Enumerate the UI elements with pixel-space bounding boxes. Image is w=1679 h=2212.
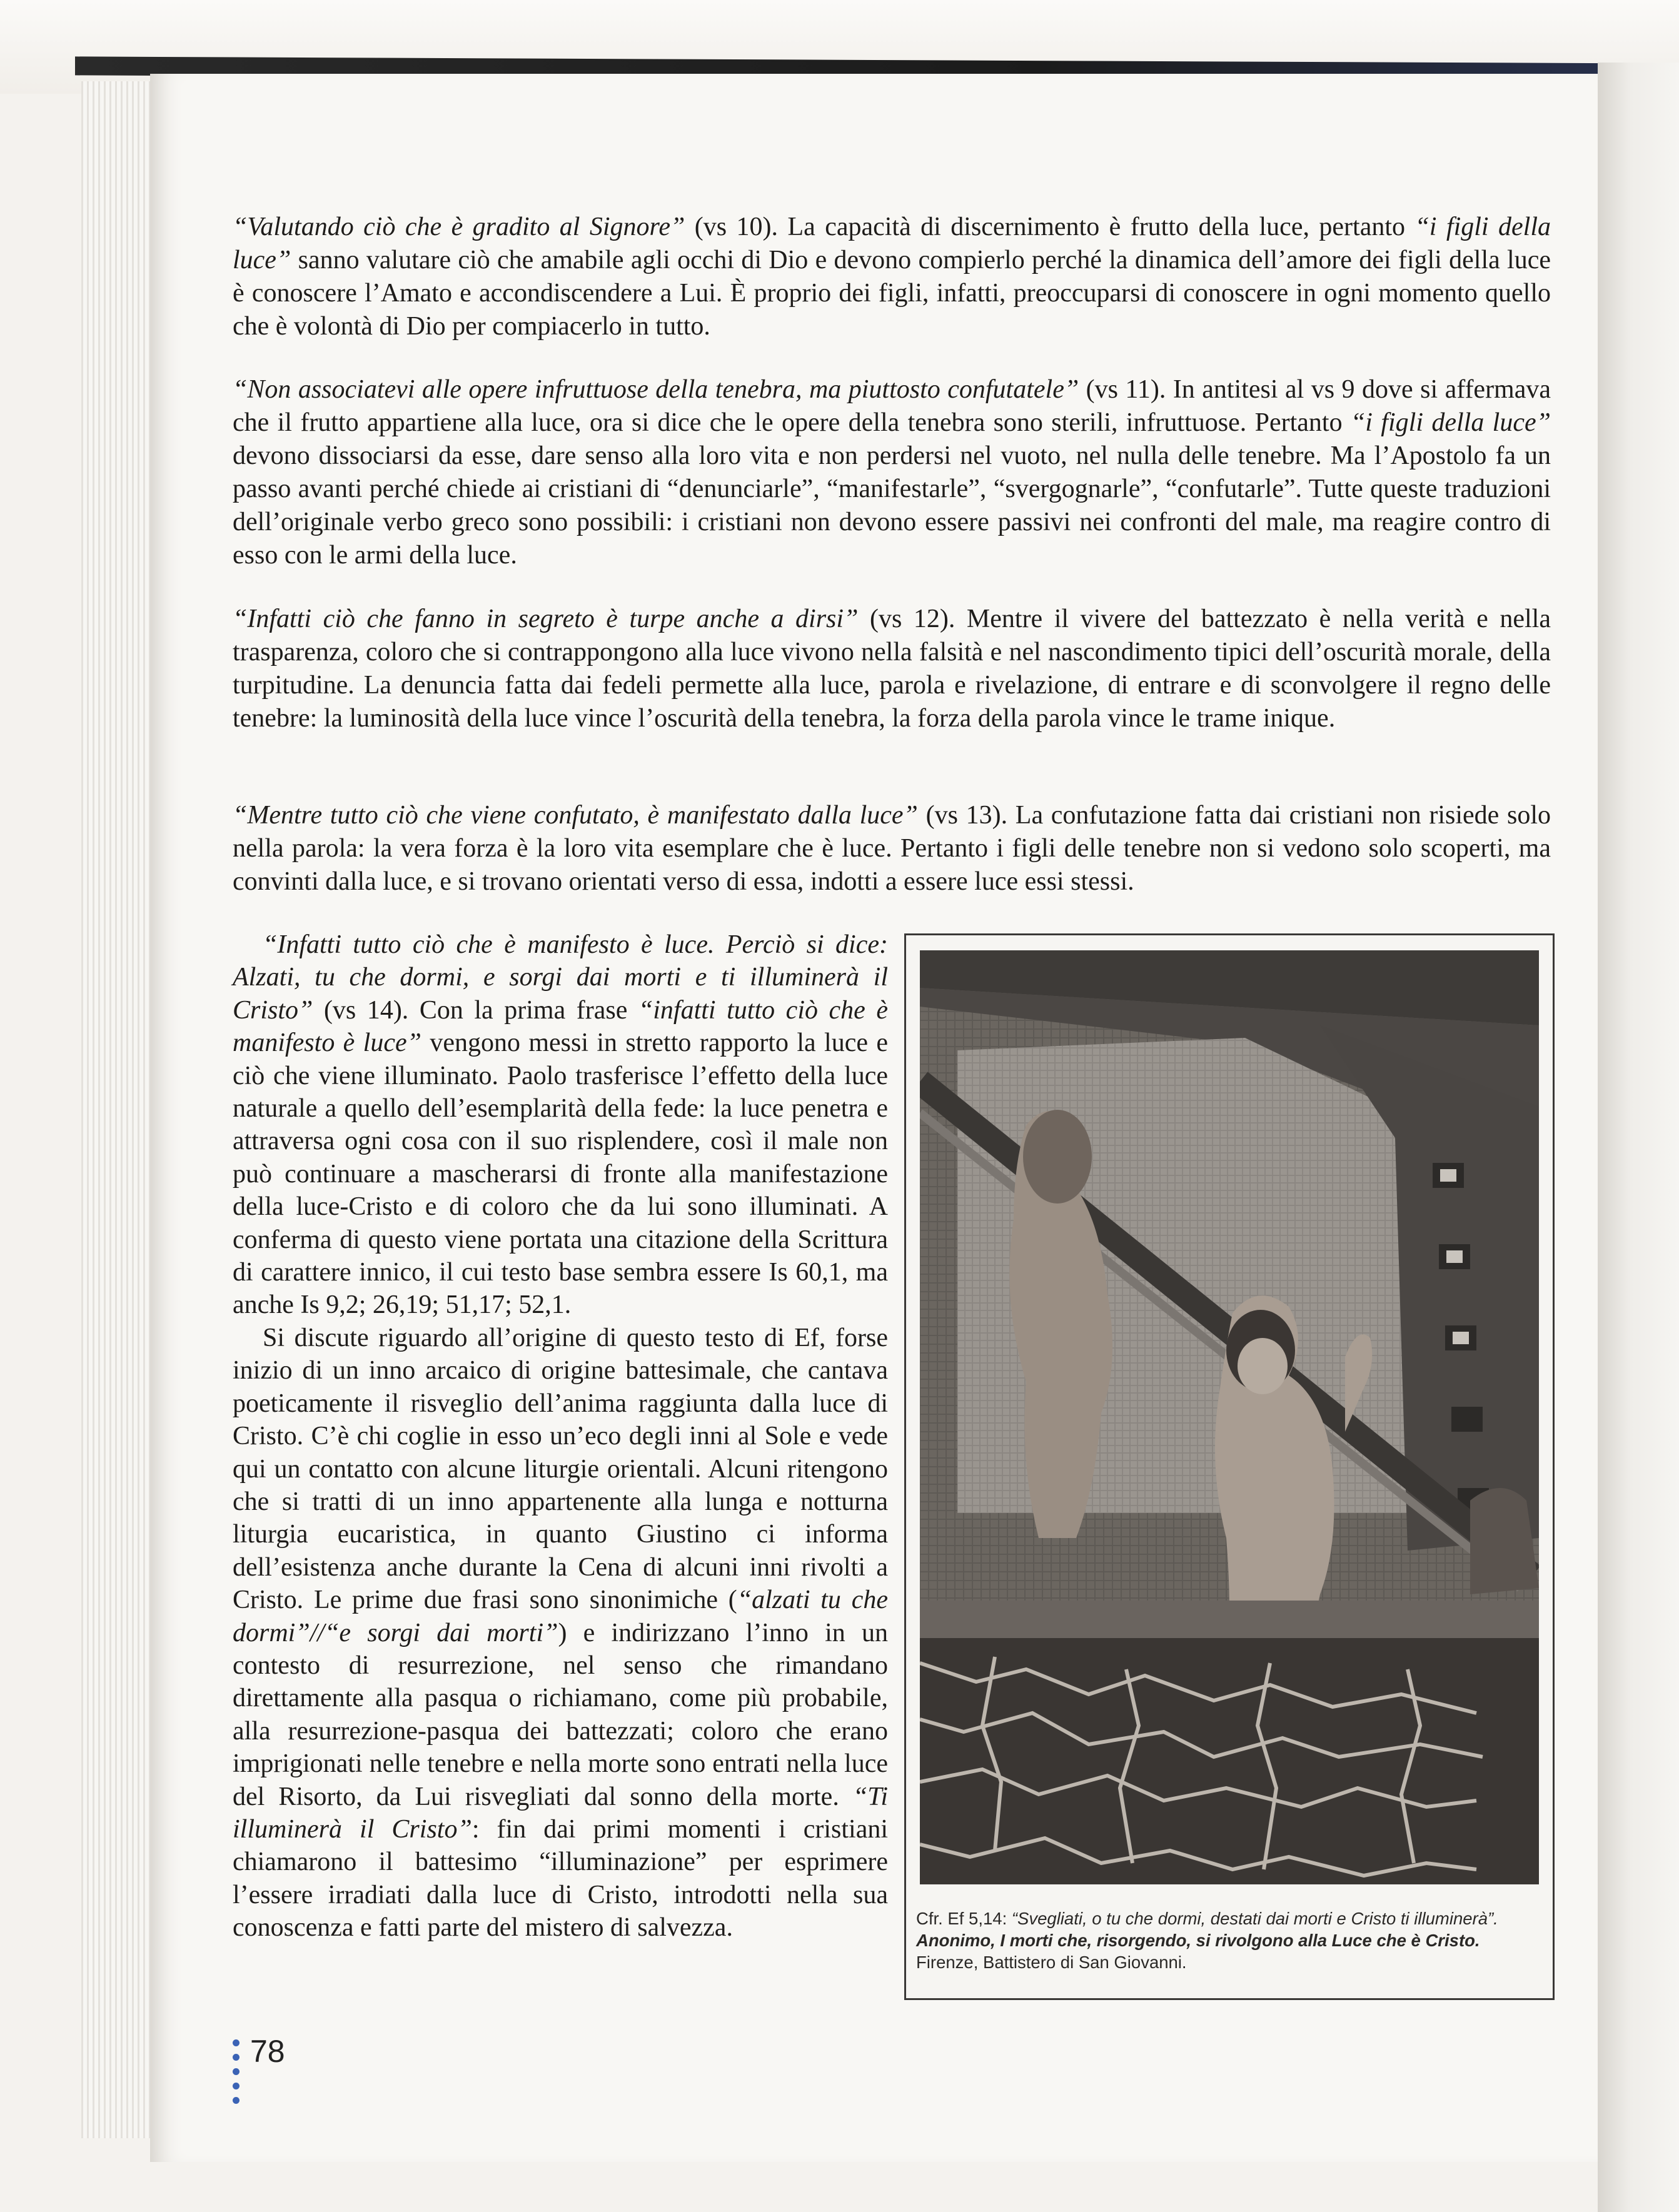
text: (vs 12). Mentre il vivere del battezzato è nella verità e nella trasparenza, coloro che si contrappongono alla luce vivono nella falsità e nel nascondimento tipici dell’oscurità morale, della turpitudine. La denuncia fatta dai fedeli permette alla luce, parola e rivelazione, di entrare e di sconvolgere il regno delle tenebre: la luminosità della luce vince l’oscurità della tenebra, la forza della parola vince le trame inique. — [233, 605, 1551, 733]
mosaic-image — [920, 950, 1539, 1884]
text: : fin dai primi momenti i cristiani chiamarono il battesimo “illuminazione” per esprimere l’essere irradiati dalla luce di Cristo, introdotti nella sua conoscenza e fatti parte del mistero di salvezza. — [233, 1814, 889, 1943]
paragraph-vs12 — [233, 603, 1551, 735]
caption-title: Anonimo, I morti che, risorgendo, si rivolgono alla Luce che è Cristo. — [916, 1931, 1480, 1950]
text: (vs 14). Con la prima frase — [313, 995, 638, 1025]
paragraph-vs13 — [233, 799, 1551, 898]
quote: “alzati tu che dormi”//“e sorgi dai morti” — [233, 1586, 888, 1647]
text: (vs 13). La confutazione fatta dai cristiani non risiede solo nella parola: la vera forza è la loro vita esemplare che è luce. Pertanto i figli delle tenebre non si vedono solo scoperti, ma convinti dalla luce, e si trovano orientati verso di essa, indotti a essere luce essi stessi. — [233, 801, 1551, 896]
page-number: 78 — [250, 2034, 285, 2069]
quote: “i figli della luce” — [1350, 408, 1551, 437]
quote: “Ti illuminerà il Cristo” — [233, 1782, 888, 1844]
quote: “i figli della luce” — [233, 213, 1551, 274]
text: vengono messi in stretto rapporto la luce e ciò che viene illuminato. Paolo trasferisce l’effetto della luce naturale a quello dell’esemplarità della fede: la luce penetra e attraversa ogni cosa con il suo risplendere, così il male non può continuare a mascherarsi di fronte alla manifestazione della luce-Cristo e di coloro che da lui sono illuminati. A conferma di questo viene portata una citazione della Scrittura di carattere innico, il cui testo base sembra essere Is 60,1, ma anche Is 9,2; 26,19; 51,17; 52,1. — [233, 1028, 888, 1320]
figure-caption — [916, 1908, 1544, 1973]
text: ) e indirizzano l’inno in un contesto di resurrezione, nel senso che rimandano direttamente alla pasqua o richiamano, come più probabile, alla resurrezione-pasqua dei battezzati; coloro che erano imprigionati nelle tenebre e nella morte sono entrati nella luce del Risorto, da Lui risvegliati dal sonno della morte. — [233, 1618, 888, 1811]
caption-prefix: Cfr. Ef 5,14: — [916, 1909, 1012, 1928]
text: Si discute riguardo all’origine di questo testo di Ef, forse inizio di un inno arcaico di origine battesimale, che cantava poeticamente il risveglio dell’anima raggiunta dalla luce di Cristo. C’è chi coglie in esso un’eco degli inni al Sole e vede qui un contatto con alcune liturgie orientali. Alcuni ritengono che si tratti di un inno appartenente alla lunga e notturna liturgia eucaristica, in quanto Giustino ci informa dell’esistenza anche durante la Cena di alcuni inni rivolti a Cristo. Le prime due frasi sono sinonimiche ( — [233, 1323, 888, 1615]
facing-page-edge — [1598, 63, 1679, 2212]
page-number-dots — [233, 2039, 241, 2111]
text: (vs 11). In antitesi al vs 9 dove si affermava che il frutto appartiene alla luce, ora si dice che le opere della tenebra sono sterili, infruttuose. Pertanto — [233, 375, 1551, 437]
paragraph-vs14 — [233, 928, 888, 1322]
quote: “Infatti tutto ciò che è manifesto è luce. Perciò si dice: Alzati, tu che dormi, e sorgi dai morti e ti illuminerà il Cristo” — [233, 930, 888, 1025]
quote: “Valutando ciò che è gradito al Signore” — [233, 213, 685, 241]
mosaic-figure — [904, 933, 1555, 2000]
caption-quote: “Svegliati, o tu che dormi, destati dai morti e Cristo ti illuminerà”. — [1011, 1909, 1498, 1928]
text: sanno valutare ciò che amabile agli occhi di Dio e devono compierlo perché la dinamica dell’amore dei figli della luce è conoscere l’Amato e accondiscendere a Lui. È proprio dei figli, infatti, preoccuparsi di conoscere in ogni momento quello che è volontà di Dio per compiacerlo in tutto. — [233, 246, 1551, 341]
paragraph-vs11 — [233, 373, 1551, 572]
quote: “Infatti ciò che fanno in segreto è turpe anche a dirsi” — [233, 605, 859, 633]
quote: “Mentre tutto ciò che viene confutato, è manifestato dalla luce” — [233, 801, 918, 830]
paragraph-origin — [233, 1322, 888, 1944]
quote: “infatti tutto ciò che è manifesto è luce” — [233, 995, 888, 1058]
paragraph-vs10 — [233, 211, 1551, 343]
caption-place: Firenze, Battistero di San Giovanni. — [916, 1953, 1187, 1972]
quote: “Non associatevi alle opere infruttuose della tenebra, ma piuttosto confutatele” — [233, 375, 1079, 404]
left-column — [233, 928, 888, 1944]
text: (vs 10). La capacità di discernimento è frutto della luce, pertanto — [685, 213, 1415, 241]
text: devono dissociarsi da esse, dare senso alla loro vita e non perdersi nel vuoto, nel nulla delle tenebre. Ma l’Apostolo fa un passo avanti perché chiede ai cristiani di “denunciarle”, “manifestarle”, “svergognarle”, “confutarle”. Tutte queste traduzioni dell’originale verbo greco sono possibili: i cristiani non devono essere passivi nei confronti del male, ma reagire contro di esso con le armi della luce. — [233, 441, 1551, 570]
